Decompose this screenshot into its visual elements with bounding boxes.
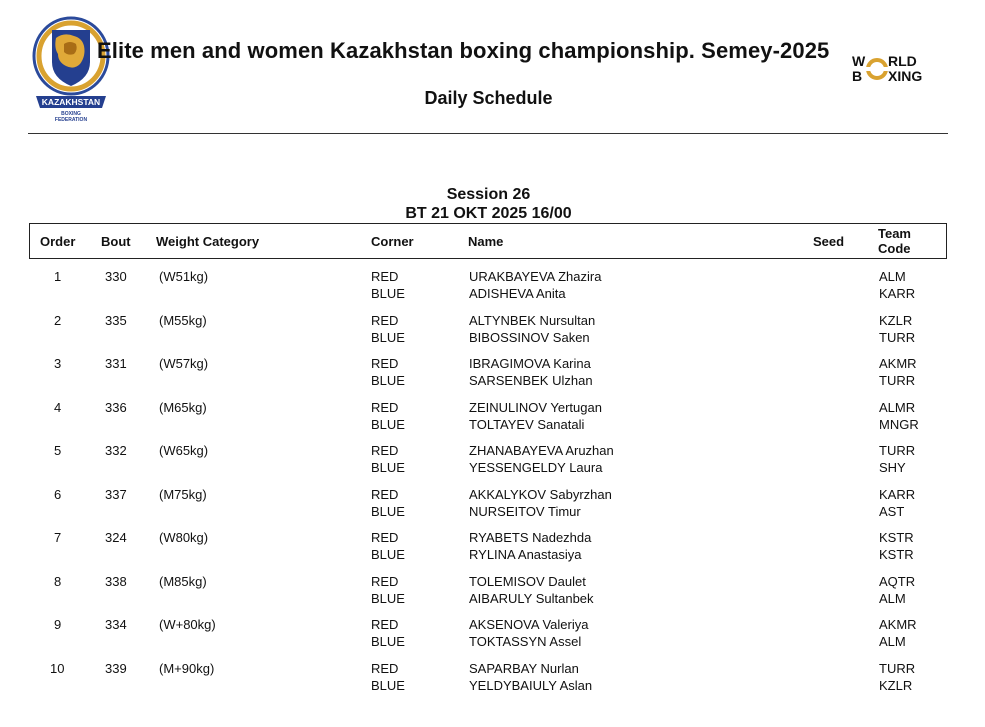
blue-team-code: MNGR: [879, 417, 919, 432]
red-corner-label: RED: [371, 530, 399, 545]
red-team-code: ALM: [879, 269, 906, 284]
bout-number: 332: [105, 443, 127, 458]
world-boxing-ring-icon: [866, 56, 888, 82]
blue-corner-label: BLUE: [371, 591, 405, 606]
bout-row: [0, 529, 985, 563]
bout-row: [0, 355, 985, 389]
bout-number: 335: [105, 313, 127, 328]
bout-weight: (W51kg): [159, 269, 209, 284]
bout-number: 330: [105, 269, 127, 284]
blue-corner-label: BLUE: [371, 417, 405, 432]
session-date: BT 21 OKT 2025 16/00: [405, 205, 572, 222]
red-boxer-name: ALTYNBEK Nursultan: [469, 313, 596, 328]
red-boxer-name: AKKALYKOV Sabyrzhan: [469, 487, 612, 502]
red-boxer-name: IBRAGIMOVA Karina: [469, 356, 591, 371]
bout-row: [0, 616, 985, 650]
session-title: Session 26: [446, 186, 531, 203]
bout-weight: (M65kg): [159, 400, 207, 415]
blue-boxer-name: AIBARULY Sultanbek: [469, 591, 594, 606]
bout-order: 8: [54, 574, 62, 589]
federation-logo-line3: FEDERATION: [54, 117, 88, 123]
blue-team-code: KSTR: [879, 547, 914, 562]
column-header-name: Name: [468, 234, 504, 249]
red-team-code: AQTR: [879, 574, 916, 589]
world-boxing-logo-w: W: [852, 53, 866, 69]
bout-number: 336: [105, 400, 127, 415]
red-team-code: TURR: [879, 661, 916, 676]
column-header-team-line2: Code: [878, 241, 911, 256]
red-boxer-name: SAPARBAY Nurlan: [469, 661, 579, 676]
header-divider: [28, 133, 948, 134]
red-team-code: ALMR: [879, 400, 916, 415]
column-header-team-line1: Team: [878, 226, 911, 241]
bout-weight: (M55kg): [159, 313, 207, 328]
red-team-code: AKMR: [879, 356, 917, 371]
bout-weight: (W80kg): [159, 530, 209, 545]
blue-corner-label: BLUE: [371, 547, 405, 562]
bout-number: 338: [105, 574, 127, 589]
blue-boxer-name: TOKTASSYN Assel: [469, 634, 582, 649]
bout-order: 7: [54, 530, 62, 545]
blue-team-code: KARR: [879, 286, 916, 301]
blue-boxer-name: RYLINA Anastasiya: [469, 547, 582, 562]
blue-corner-label: BLUE: [371, 504, 405, 519]
bout-number: 324: [105, 530, 127, 545]
bout-row: [0, 573, 985, 607]
blue-boxer-name: ADISHEVA Anita: [469, 286, 566, 301]
blue-team-code: ALM: [879, 591, 906, 606]
bout-row: [0, 312, 985, 346]
bout-row: [0, 268, 985, 302]
blue-team-code: TURR: [879, 330, 916, 345]
blue-boxer-name: TOLTAYEV Sanatali: [469, 417, 585, 432]
blue-boxer-name: YELDYBAIULY Aslan: [469, 678, 593, 693]
bout-number: 339: [105, 661, 127, 676]
bout-weight: (M+90kg): [159, 661, 215, 676]
blue-corner-label: BLUE: [371, 460, 405, 475]
blue-team-code: TURR: [879, 373, 916, 388]
red-corner-label: RED: [371, 356, 399, 371]
bout-row: [0, 442, 985, 476]
bout-weight: (M85kg): [159, 574, 207, 589]
red-corner-label: RED: [371, 400, 399, 415]
page-subtitle: Daily Schedule: [424, 88, 553, 108]
blue-corner-label: BLUE: [371, 373, 405, 388]
red-boxer-name: URAKBAYEVA Zhazira: [469, 269, 602, 284]
red-team-code: AKMR: [879, 617, 917, 632]
world-boxing-logo: [852, 54, 944, 84]
red-team-code: KZLR: [879, 313, 913, 328]
blue-corner-label: BLUE: [371, 634, 405, 649]
bout-order: 5: [54, 443, 62, 458]
bout-number: 334: [105, 617, 127, 632]
schedule-table-header: [29, 223, 947, 259]
blue-corner-label: BLUE: [371, 678, 405, 693]
blue-boxer-name: BIBOSSINOV Saken: [469, 330, 590, 345]
red-corner-label: RED: [371, 617, 399, 632]
bout-number: 331: [105, 356, 127, 371]
page-title: Elite men and women Kazakhstan boxing championship. Semey-2025: [97, 38, 830, 63]
federation-logo-line1: KAZAKHSTAN: [41, 97, 101, 107]
bout-order: 3: [54, 356, 62, 371]
bout-weight: (W+80kg): [159, 617, 216, 632]
red-boxer-name: RYABETS Nadezhda: [469, 530, 592, 545]
blue-corner-label: BLUE: [371, 330, 405, 345]
red-corner-label: RED: [371, 269, 399, 284]
bout-row: [0, 399, 985, 433]
bout-order: 9: [54, 617, 62, 632]
red-team-code: KSTR: [879, 530, 914, 545]
bout-weight: (M75kg): [159, 487, 207, 502]
red-corner-label: RED: [371, 661, 399, 676]
bout-weight: (W65kg): [159, 443, 209, 458]
blue-team-code: ALM: [879, 634, 906, 649]
column-header-corner: Corner: [371, 234, 414, 249]
bout-weight: (W57kg): [159, 356, 209, 371]
bout-order: 2: [54, 313, 62, 328]
blue-boxer-name: SARSENBEK Ulzhan: [469, 373, 593, 388]
red-team-code: TURR: [879, 443, 916, 458]
red-corner-label: RED: [371, 574, 399, 589]
column-header-bout: Bout: [101, 234, 131, 249]
blue-corner-label: BLUE: [371, 286, 405, 301]
blue-team-code: AST: [879, 504, 905, 519]
blue-boxer-name: NURSEITOV Timur: [469, 504, 581, 519]
column-header-seed: Seed: [813, 234, 845, 249]
red-boxer-name: ZHANABAYEVA Aruzhan: [469, 443, 614, 458]
bout-order: 1: [54, 269, 62, 284]
red-boxer-name: TOLEMISOV Daulet: [469, 574, 586, 589]
bout-number: 337: [105, 487, 127, 502]
bout-order: 10: [50, 661, 65, 676]
world-boxing-logo-b: B: [852, 68, 863, 84]
red-corner-label: RED: [371, 313, 399, 328]
bout-order: 6: [54, 487, 62, 502]
column-header-weight: Weight Category: [156, 234, 260, 249]
column-header-order: Order: [40, 234, 76, 249]
blue-team-code: KZLR: [879, 678, 913, 693]
session-heading: [0, 185, 977, 223]
blue-boxer-name: YESSENGELDY Laura: [469, 460, 603, 475]
federation-logo-line2: BOXING: [61, 111, 81, 117]
bout-row: [0, 660, 985, 694]
red-corner-label: RED: [371, 487, 399, 502]
world-boxing-logo-rld: RLD: [888, 53, 917, 69]
column-header-team-code: [878, 226, 911, 256]
red-boxer-name: ZEINULINOV Yertugan: [469, 400, 602, 415]
bout-row: [0, 486, 985, 520]
red-corner-label: RED: [371, 443, 399, 458]
red-team-code: KARR: [879, 487, 916, 502]
world-boxing-logo-xing: XING: [888, 68, 923, 84]
bout-order: 4: [54, 400, 62, 415]
blue-team-code: SHY: [879, 460, 906, 475]
red-boxer-name: AKSENOVA Valeriya: [469, 617, 589, 632]
